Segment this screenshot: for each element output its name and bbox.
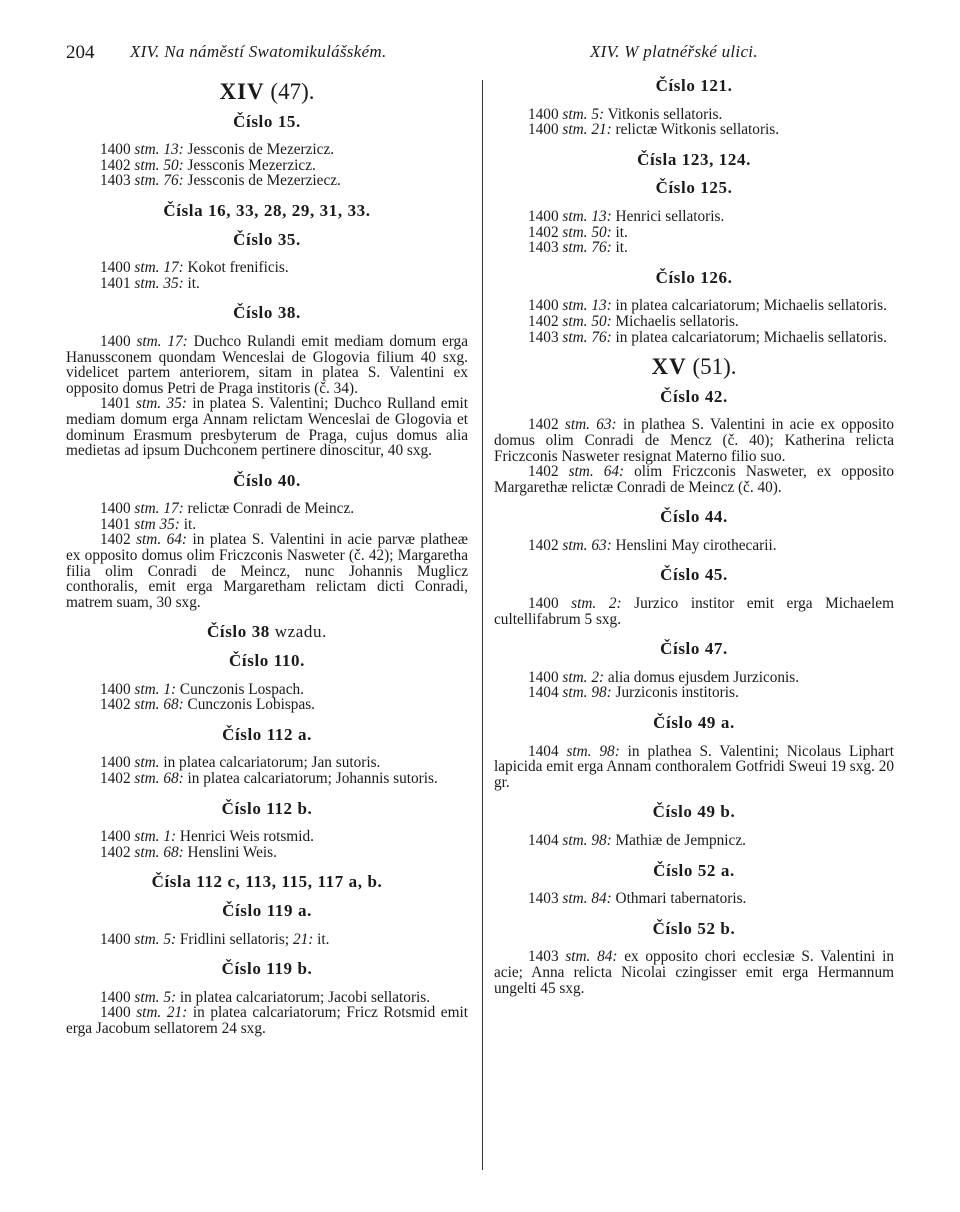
record-line	[66, 829, 468, 845]
record-folio: stm. 5:	[134, 988, 177, 1006]
record-text: in plathea S. Valentini; Nicolaus Liphart lapicida emit erga Annam conthoralem Gotfridi Sweui 19 sxg. 20 gr.	[494, 742, 894, 791]
record-line	[66, 501, 468, 517]
record-text: relictæ Conradi de Meincz.	[183, 500, 355, 518]
record-line	[66, 158, 468, 174]
record-text: Jessconis Mezerzicz.	[183, 156, 316, 174]
record-folio: stm 35:	[134, 515, 180, 533]
record-text: it.	[183, 274, 200, 292]
entry-records	[494, 417, 894, 495]
entry-heading	[494, 804, 894, 820]
entry-heading	[66, 470, 468, 490]
record-text: Mathiæ de Jempnicz.	[611, 832, 746, 849]
record-text: Henrici Weis rotsmid.	[176, 828, 314, 846]
running-header	[0, 36, 960, 64]
record-folio: stm. 63:	[562, 536, 612, 554]
record-text: in platea calcariatorum; Jan sutoris.	[159, 754, 381, 772]
record-text: Othmari tabernatoris.	[611, 890, 747, 908]
record-year: 1403	[528, 328, 563, 346]
record-text: ex opposito chori ecclesiæ S. Valentini in acie; Anna relicta Nicolai czingisser emit erga Hermannum ungelti 45 sxg.	[494, 948, 895, 997]
record-folio: stm. 63:	[564, 416, 617, 434]
record-text: in plathea S. Valentini in acie ex opposito domus olim Conradi de Mencz (č. 40); Katherina relicta Friczconis Nasweter resignat Materno filio suo.	[494, 416, 894, 465]
record-text: in platea calcariatorum; Michaelis sellatoris.	[611, 297, 887, 315]
record-year: 1400	[100, 141, 135, 159]
record-folio: stm. 1:	[134, 680, 177, 698]
record-text: Cunczonis Lobispas.	[183, 696, 316, 714]
entry-heading	[66, 200, 468, 220]
record-line	[494, 670, 894, 686]
entry-records	[494, 670, 894, 701]
record-year: 1400	[100, 259, 135, 277]
record-year: 1403	[100, 172, 135, 190]
record-text: Henrici sellatoris.	[611, 207, 725, 225]
record-year: 1404	[528, 742, 567, 760]
record-line	[66, 932, 468, 948]
record-folio: stm. 35:	[136, 395, 187, 413]
record-year: 1402	[528, 312, 563, 330]
entry-heading-text: Čísla 123, 124.	[637, 149, 751, 169]
entry-heading-text: Čísla 16, 33, 28, 29, 31, 33.	[163, 200, 371, 220]
entry-heading-text: Číslo 119 b.	[221, 959, 313, 979]
entry-heading-text: Číslo 49 b.	[652, 802, 736, 822]
entry-heading-text: Číslo 44.	[660, 507, 728, 527]
entry-records	[66, 501, 468, 610]
record-text: Jessconis de Mezerziecz.	[183, 172, 341, 190]
record-line	[66, 173, 468, 189]
section-number: (51).	[686, 354, 737, 380]
record-year: 1400	[528, 297, 563, 315]
record-year: 1400	[528, 668, 563, 686]
record-folio: stm.	[134, 754, 160, 772]
record-year: 1403	[528, 948, 566, 966]
entry-records	[66, 755, 468, 786]
record-folio: stm. 50:	[134, 156, 184, 174]
record-folio: stm. 98:	[562, 684, 612, 702]
entry-heading-text: Číslo 47.	[660, 639, 728, 659]
record-folio: stm. 50:	[562, 312, 612, 330]
entry-heading	[494, 149, 894, 169]
record-year: 1400	[100, 828, 135, 846]
record-folio: stm. 84:	[565, 948, 618, 966]
entry-records	[494, 949, 894, 996]
entry-records	[494, 298, 894, 345]
record-folio: stm. 68:	[134, 770, 184, 787]
entry-heading	[494, 567, 894, 583]
entry-heading	[494, 386, 894, 406]
record-folio: stm. 50:	[562, 223, 612, 241]
entry-heading-suffix: wzadu.	[269, 622, 327, 642]
record-line	[66, 845, 468, 861]
record-year: 1401	[100, 395, 137, 413]
record-folio: stm. 5:	[134, 930, 177, 948]
record-year: 1404	[528, 832, 563, 849]
record-year: 1402	[100, 696, 135, 714]
entry-records	[494, 744, 894, 791]
record-year: 1402	[528, 536, 563, 554]
record-folio: stm. 17:	[134, 259, 184, 277]
record-year: 1400	[528, 105, 563, 123]
record-year: 1400	[528, 207, 563, 225]
record-line	[66, 771, 468, 787]
record-line	[494, 298, 894, 314]
section-number: (47).	[264, 79, 315, 104]
entry-records	[66, 334, 468, 459]
record-year: 1400	[100, 930, 135, 948]
record-folio: stm. 13:	[562, 297, 612, 315]
record-year: 1400	[100, 988, 135, 1006]
column-divider	[482, 80, 483, 1170]
entry-records	[494, 538, 894, 554]
record-line	[494, 209, 894, 225]
entry-heading	[494, 715, 894, 731]
entry-heading-text: Číslo 112 b.	[221, 798, 313, 818]
record-line	[66, 755, 468, 771]
entry-heading	[66, 874, 468, 890]
record-text: in platea S. Valentini; Duchco Rulland emit mediam domum erga Annam relictam Wenceslai de Glogovia et dominum Erasmum presbyterum de Praga, cujus domus alia medietas ad ipsum Duchconem pertinere dinoscitur, 40 sxg.	[66, 395, 468, 460]
entry-heading	[494, 509, 894, 525]
record-line	[66, 517, 468, 533]
entry-records	[494, 891, 894, 907]
record-year: 1402	[528, 463, 569, 481]
entry-heading-text: Čísla 112 c, 113, 115, 117 a, b.	[151, 872, 383, 892]
record-line	[66, 1005, 468, 1036]
record-folio: stm. 35:	[134, 274, 184, 292]
entry-heading	[494, 860, 894, 880]
record-text: Jurziconis institoris.	[611, 684, 739, 702]
record-line	[494, 833, 894, 849]
entry-heading-text: Číslo 49 a.	[653, 713, 735, 733]
entry-heading	[66, 900, 468, 920]
record-folio: stm. 76:	[562, 328, 612, 346]
entry-heading-text: Číslo 126.	[655, 267, 733, 287]
entry-records	[66, 932, 468, 948]
section-roman: XIV	[219, 79, 265, 104]
entry-records	[66, 142, 468, 189]
entry-heading-text: Číslo 45.	[660, 565, 728, 585]
entry-records	[494, 107, 894, 138]
record-year: 1403	[528, 239, 563, 257]
record-text: Jessconis de Mezerzicz.	[183, 141, 335, 159]
record-year: 1402	[528, 223, 563, 241]
section-roman: XV	[651, 354, 687, 380]
entry-heading	[66, 229, 468, 249]
record-folio: stm. 76:	[134, 172, 184, 190]
record-line	[66, 532, 468, 610]
record-folio: stm. 2:	[571, 595, 622, 613]
entry-records	[494, 596, 894, 627]
entry-heading-text: Číslo 52 a.	[653, 860, 735, 880]
entry-heading-text: Číslo 112 a.	[222, 724, 312, 744]
entry-heading	[66, 724, 468, 744]
record-line	[66, 396, 468, 458]
left-column	[66, 78, 468, 1051]
entry-records	[66, 829, 468, 860]
record-year: 1401	[100, 515, 135, 533]
record-text: Duchco Rulandi emit mediam domum erga Hanussconem quondam Wenceslai de Glogovia filium 40 sxg. videlicet partem anteriorem, sitam in platea S. Valentini ex opposito domus Petri de Praga institoris (č. 34).	[66, 332, 469, 397]
record-line	[66, 334, 468, 396]
record-text: in platea calcariatorum; Jacobi sellatoris.	[176, 988, 431, 1006]
entry-heading	[494, 267, 894, 287]
entry-heading-text: Číslo 119 a.	[222, 900, 312, 920]
entry-heading-text: Číslo 121.	[655, 76, 733, 95]
entry-records	[66, 682, 468, 713]
section-heading	[66, 79, 468, 104]
record-text: it.	[313, 930, 330, 948]
record-text: Kokot frenificis.	[183, 259, 289, 277]
record-year: 1400	[100, 500, 135, 518]
section-heading	[494, 354, 894, 380]
record-line	[494, 744, 894, 791]
record-text: Vitkonis sellatoris.	[604, 105, 723, 123]
record-folio: stm. 2:	[562, 668, 605, 686]
record-folio: stm. 21:	[562, 121, 612, 139]
entry-heading	[66, 111, 468, 131]
entry-heading	[66, 961, 468, 977]
record-line	[494, 596, 894, 627]
record-folio: stm. 98:	[566, 742, 620, 760]
entry-heading	[66, 653, 468, 669]
right-running-title: XIV. W platnéřské ulici.	[590, 42, 758, 61]
entry-heading	[66, 798, 468, 818]
record-line	[494, 891, 894, 907]
record-folio: stm. 68:	[134, 843, 184, 861]
entry-heading-text: Číslo 42.	[660, 386, 728, 406]
entry-heading-text: Číslo 125.	[655, 178, 733, 198]
record-line	[494, 107, 894, 123]
right-column	[494, 78, 894, 1010]
record-year: 1400	[100, 332, 137, 350]
record-line	[494, 330, 894, 346]
entry-heading	[66, 305, 468, 321]
record-text: olim Friczconis Nasweter, ex opposito Margarethæ relictæ Conradi de Meincz (č. 40).	[494, 463, 895, 496]
record-text: it.	[611, 239, 628, 257]
record-year: 1403	[528, 890, 563, 908]
record-line	[494, 240, 894, 256]
record-line	[494, 225, 894, 241]
record-line	[494, 949, 894, 996]
record-year: 1402	[528, 416, 565, 434]
entry-heading-text: Číslo 38	[207, 622, 270, 642]
entry-heading	[494, 641, 894, 657]
record-year: 1404	[528, 684, 563, 702]
record-folio: stm. 13:	[134, 141, 184, 159]
record-year: 1402	[100, 843, 135, 861]
record-text: relictæ Witkonis sellatoris.	[611, 121, 780, 139]
record-year: 1400	[528, 121, 563, 139]
record-text: Jurzico institor emit erga Michaelem cultellifabrum 5 sxg.	[494, 595, 894, 628]
record-year: 1402	[100, 531, 137, 549]
entry-heading	[66, 624, 468, 640]
entry-heading-text: Číslo 38.	[233, 303, 301, 323]
record-folio: stm. 68:	[134, 696, 184, 714]
entry-heading-text: Číslo 110.	[229, 651, 305, 671]
record-text: it.	[611, 223, 628, 241]
record-folio: stm. 13:	[562, 207, 612, 225]
record-line	[494, 417, 894, 464]
record-year: 1400	[528, 595, 572, 613]
record-year: 1400	[100, 1004, 137, 1022]
entry-heading-text: Číslo 52 b.	[652, 918, 736, 938]
left-running-title: XIV. Na náměstí Swatomikulášském.	[130, 42, 387, 61]
record-text: in platea calcariatorum; Fricz Rotsmid emit erga Jacobum sellatorem 24 sxg.	[66, 1004, 468, 1037]
record-folio: stm. 76:	[562, 239, 612, 257]
record-line	[66, 260, 468, 276]
record-line	[66, 990, 468, 1006]
record-folio: 21:	[292, 930, 314, 948]
record-folio: stm. 64:	[136, 531, 188, 549]
record-text: it.	[179, 515, 197, 533]
entry-records	[66, 990, 468, 1037]
record-folio: stm. 1:	[134, 828, 177, 846]
record-folio: stm. 64:	[568, 463, 625, 481]
entry-heading	[494, 918, 894, 938]
record-folio: stm. 17:	[134, 500, 184, 518]
record-folio: stm. 98:	[562, 832, 612, 849]
record-year: 1400	[100, 754, 135, 772]
record-line	[66, 276, 468, 292]
entry-heading	[494, 180, 894, 196]
entry-heading-text: Číslo 40.	[233, 470, 301, 490]
record-folio: stm. 17:	[136, 332, 188, 350]
record-line	[494, 464, 894, 495]
record-line	[494, 122, 894, 138]
record-line	[66, 682, 468, 698]
record-line	[66, 697, 468, 713]
record-year: 1402	[100, 770, 135, 787]
page-number: 204	[66, 42, 95, 63]
entry-heading	[494, 78, 894, 94]
record-text: alia domus ejusdem Jurziconis.	[604, 668, 800, 686]
entry-records	[494, 209, 894, 256]
record-year: 1400	[100, 680, 135, 698]
record-text: in platea calcariatorum; Michaelis sellatoris.	[611, 328, 887, 346]
entry-heading-text: Číslo 35.	[233, 229, 301, 249]
record-text: Michaelis sellatoris.	[611, 312, 739, 330]
record-folio: stm. 5:	[562, 105, 605, 123]
entry-records	[494, 833, 894, 849]
entry-records	[66, 260, 468, 291]
record-year: 1402	[100, 156, 135, 174]
record-folio: stm. 21:	[136, 1004, 188, 1022]
record-year: 1401	[100, 274, 135, 292]
record-text: Cunczonis Lospach.	[176, 680, 304, 698]
record-text: Henslini May cirothecarii.	[611, 536, 777, 554]
entry-heading-text: Číslo 15.	[233, 111, 301, 131]
record-text: Henslini Weis.	[183, 843, 277, 861]
record-line	[494, 538, 894, 554]
record-line	[494, 685, 894, 701]
record-text: in platea calcariatorum; Johannis sutoris.	[183, 770, 438, 787]
record-text: in platea S. Valentini in acie parvæ platheæ ex opposito domus olim Friczconis Nasweter (č. 42); Margaretha filia olim Conradi de Meincz, nunc Johannis Muglicz conthoralis, emit erga Margaretham relictam dicti Conradi, matrem suam, 30 sxg.	[66, 531, 469, 611]
record-folio: stm. 84:	[562, 890, 612, 908]
record-text: Fridlini sellatoris;	[176, 930, 293, 948]
record-line	[494, 314, 894, 330]
record-line	[66, 142, 468, 158]
